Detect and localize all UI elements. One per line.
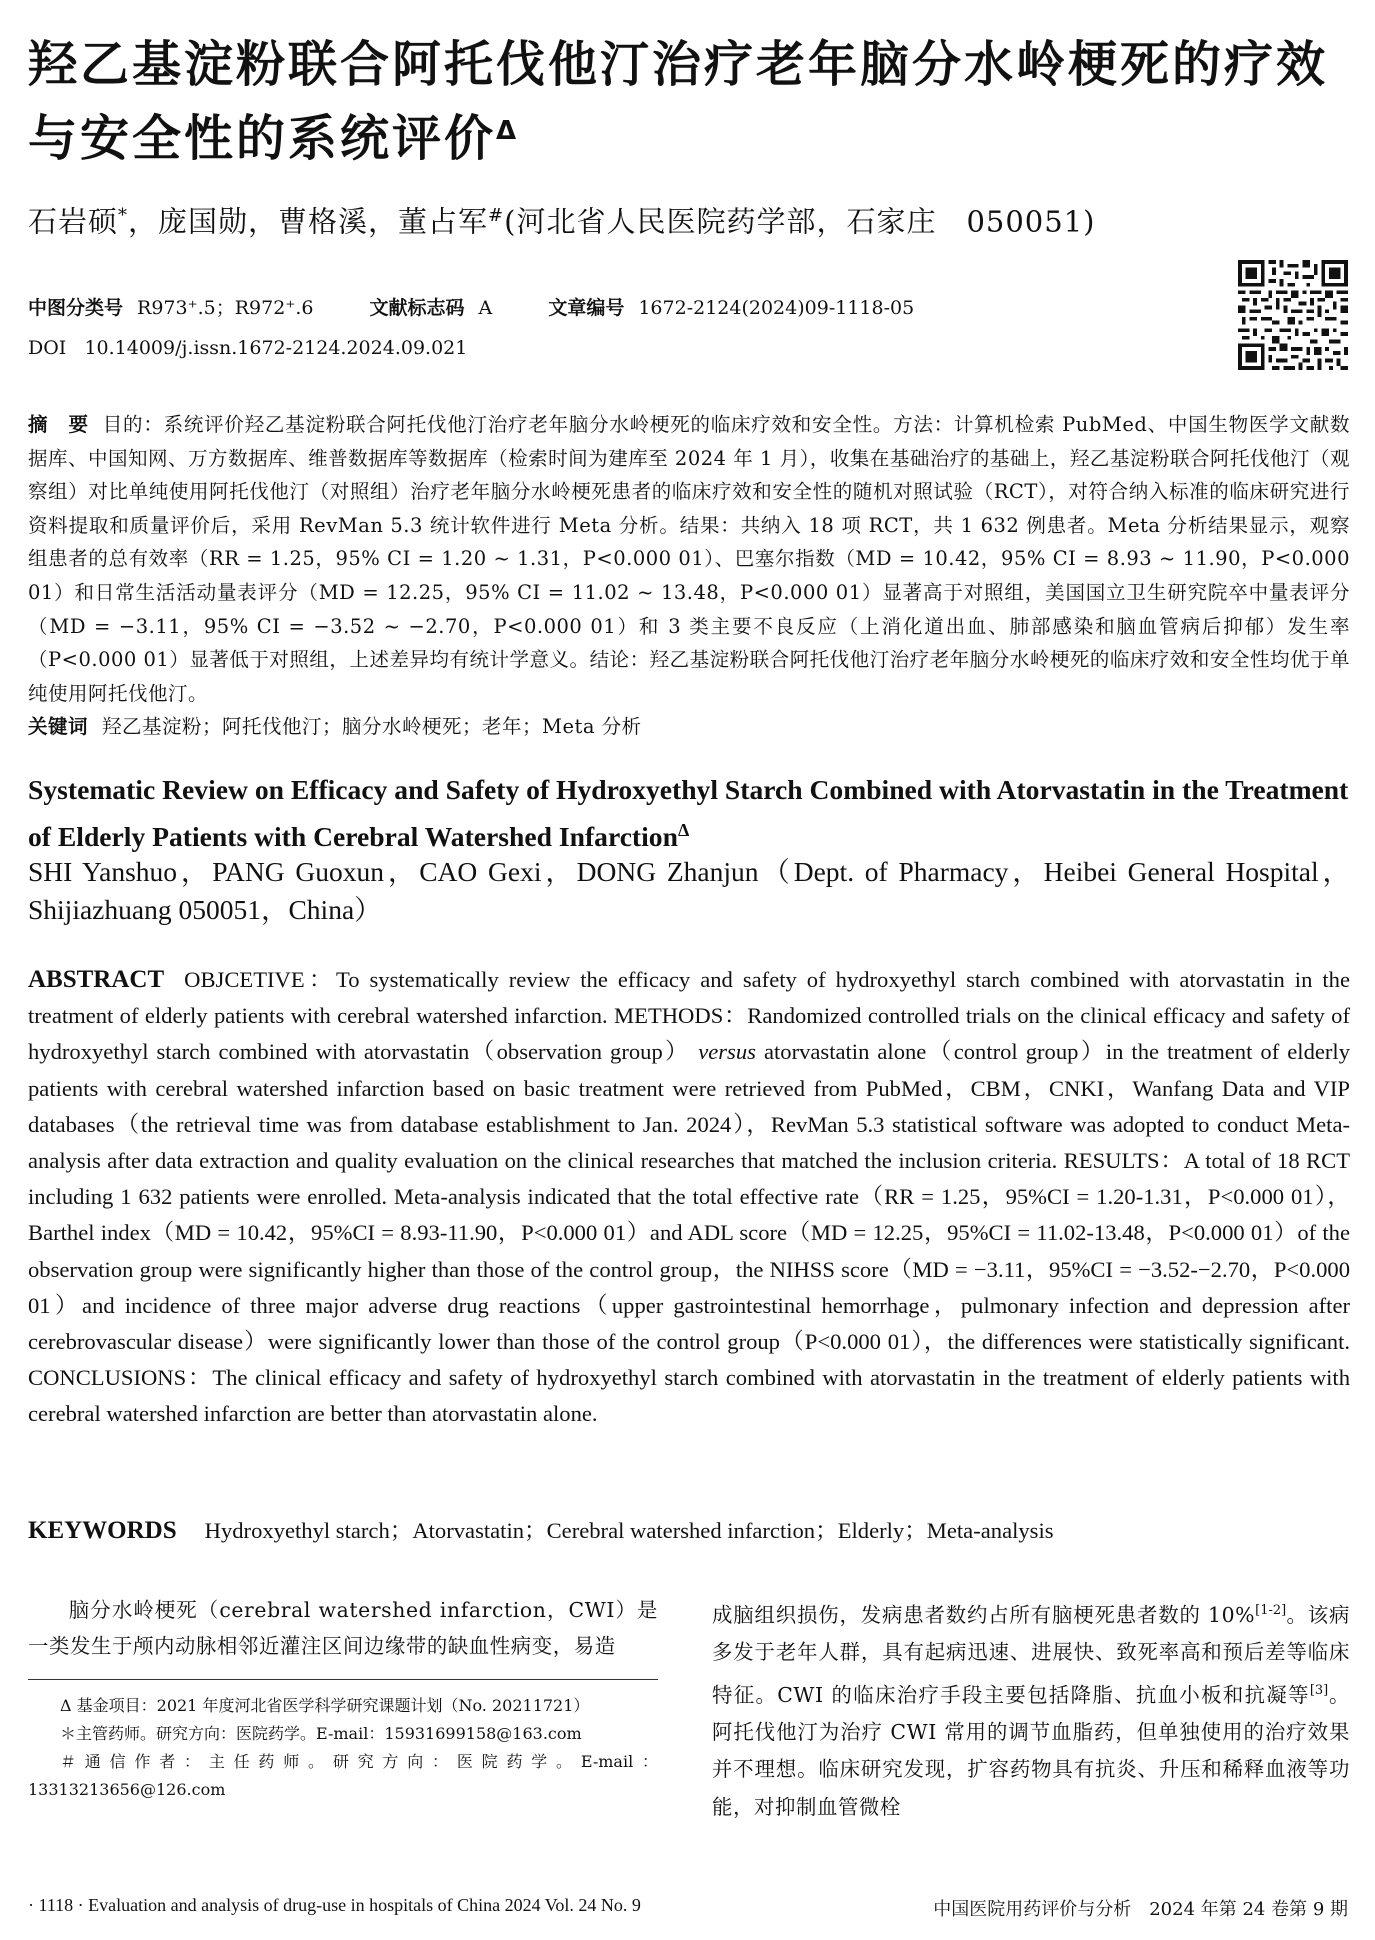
chinese-keywords-label: 关键词 xyxy=(28,715,89,739)
fund-footnote: Δ 基金项目：2021 年度河北省医学科学研究课题计划（No. 20211721） xyxy=(60,1696,590,1715)
clc-value: R973⁺.5；R972⁺.6 xyxy=(137,297,314,319)
body-right-text-2: 。该病多发于老年人群，具有起病迅速、进展快、致死率高和预后差等临床特征。CWI 的临床治疗手段主要包括降脂、抗血小板和抗凝等 xyxy=(712,1602,1350,1707)
chinese-title xyxy=(28,28,1348,176)
english-title xyxy=(28,770,1350,857)
doccode-value: A xyxy=(478,297,493,319)
body-right-column xyxy=(712,1592,1350,1826)
english-keywords-label: KEYWORDS xyxy=(28,1517,177,1544)
english-keywords-text: Hydroxyethyl starch；Atorvastatin；Cerebral watershed infarction；Elderly；Meta-analysis xyxy=(204,1518,1054,1543)
chinese-authors xyxy=(28,196,1095,242)
body-left-column: 脑分水岭梗死（cerebral watershed infarction，CWI）是一类发生于颅内动脉相邻近灌注区间边缘带的缺血性病变，易造 xyxy=(28,1598,658,1658)
clc-field xyxy=(28,288,313,328)
co-authors: ，庞国勋，曹格溪，董占军 xyxy=(128,204,489,239)
footer-right: 中国医院用药评价与分析 2024 年第 24 卷第 9 期 xyxy=(933,1899,1348,1920)
corresponding-author-footnote: ＃通信作者：主任药师。研究方向：医院药学。E-mail：13313213656@126.com xyxy=(28,1752,658,1799)
versus-italic: versus xyxy=(698,1039,756,1065)
english-keywords xyxy=(28,1514,1350,1548)
citation-1-2[interactable]: [1-2] xyxy=(1255,1603,1287,1618)
fund-mark: Δ xyxy=(496,116,520,146)
article-metadata xyxy=(28,288,964,368)
english-abstract-label: ABSTRACT xyxy=(28,966,165,993)
chinese-keywords xyxy=(28,710,1350,744)
english-abstract xyxy=(28,962,1350,1433)
chinese-title-text: 羟乙基淀粉联合阿托伐他汀治疗老年脑分水岭梗死的疗效与安全性的系统评价 xyxy=(28,36,1329,167)
qr-code-icon xyxy=(1238,260,1348,370)
chinese-keywords-text: 羟乙基淀粉；阿托伐他汀；脑分水岭梗死；老年；Meta 分析 xyxy=(102,715,642,739)
doi-value: 10.14009/j.issn.1672-2124.2024.09.021 xyxy=(84,337,468,359)
footer-left: · 1118 · Evaluation and analysis of drug-use in hospitals of China 2024 Vol. 24 No. 9 xyxy=(28,1895,641,1915)
chinese-abstract-body xyxy=(28,408,1350,710)
metadata-row-1 xyxy=(28,288,964,328)
article-number-label: 文章编号 xyxy=(548,297,625,319)
chinese-abstract-text: 目的：系统评价羟乙基淀粉联合阿托伐他汀治疗老年脑分水岭梗死的临床疗效和安全性。方法：计算机检索 PubMed、中国生物医学文献数据库、中国知网、万方数据库、维普数据库等数据库（检索时间为建库至 2024 年 1 月），收集在基础治疗的基础上，羟乙基淀粉联合阿托伐他汀（观察组）对比单纯使用阿托伐他汀（对照组）治疗老年脑分水岭梗死患者的临床疗效和安全性的随机对照试验（RCT），对符合纳入标准的临床研究进行资料提取和质量评价后，采用 RevMan 5.3 统计软件进行 Meta 分析。结果：共纳入 18 项 RCT，共 1 632 例患者。Meta 分析结果显示，观察组患者的总有效率（RR = 1.25，95% CI = 1.20 ~ 1.31，P<0.000 01）、巴塞尔指数（MD = 10.42，95% CI = 8.93 ~ 11.90，P<0.000 01）和日常生活活动量表评分（MD = 12.25，95% CI = 11.02 ~ 13.48，P<0.000 01）显著高于对照组，美国国立卫生研究院卒中量表评分（MD = −3.11，95% CI = −3.52 ~ −2.70，P<0.000 01）和 3 类主要不良反应（上消化道出血、肺部感染和脑血管病后抑郁）发生率（P<0.000 01）显著低于对照组，上述差异均有统计学意义。结论：羟乙基淀粉联合阿托伐他汀治疗老年脑分水岭梗死的临床疗效和安全性均优于单纯使用阿托伐他汀。 xyxy=(28,413,1350,705)
first-author: 石岩硕 xyxy=(28,204,119,239)
article-number-value: 1672-2124(2024)09-1118-05 xyxy=(638,297,915,319)
affiliation: (河北省人民医院药学部，石家庄 050051) xyxy=(504,204,1096,239)
footnotes xyxy=(28,1692,658,1804)
body-right-text-3: 。阿托伐他汀为治疗 CWI 常用的调节血脂药，但单独使用的治疗效果并不理想。临床研究发现，扩容药物具有抗炎、升压和稀释血液等功能，对抑制血管微栓 xyxy=(712,1682,1350,1819)
metadata-row-2 xyxy=(28,328,964,368)
first-author-mark: * xyxy=(118,205,129,226)
article-number-field xyxy=(548,288,914,328)
doi-label: DOI xyxy=(28,337,67,359)
body-right-text-1: 成脑组织损伤，发病患者数约占所有脑梗死患者数的 10% xyxy=(712,1602,1256,1627)
corresponding-mark: # xyxy=(488,205,505,226)
english-fund-mark: Δ xyxy=(677,820,690,840)
clc-label: 中图分类号 xyxy=(28,297,124,319)
chinese-abstract xyxy=(28,408,1350,744)
first-author-footnote: ＊主管药师。研究方向：医院药学。E-mail：15931699158@163.com xyxy=(60,1724,582,1743)
citation-3[interactable]: [3] xyxy=(1309,1682,1329,1698)
english-authors: SHI Yanshuo，PANG Guoxun，CAO Gexi，DONG Zhanjun（Dept. of Pharmacy，Heibei General Hospital，Shijiazhuang 050051，China） xyxy=(28,856,1350,925)
footnote-divider xyxy=(28,1679,658,1680)
english-title-text: Systematic Review on Efficacy and Safety of Hydroxyethyl Starch Combined with Atorvastatin in the Treatment of Elderly Patients with Cerebral Watershed Infarction xyxy=(28,774,1349,853)
english-abstract-part-2: atorvastatin alone（control group）in the treatment of elderly patients with cerebral watershed infarction based on basic treatment were retrieved from PubMed，CBM，CNKI，Wanfang Data and VIP databases（the retrieval time was from database establishment to Jan. 2024），RevMan 5.3 statistical software was adopted to conduct Meta-analysis after data extraction and quality evaluation on the clinical researches that matched the inclusion criteria. RESULTS：A total of 18 RCT including 1 632 patients were enrolled. Meta-analysis indicated that the total effective rate（RR = 1.25，95%CI = 1.20-1.31，P<0.000 01），Barthel index（MD = 10.42，95%CI = 8.93-11.90，P<0.000 01）and ADL score（MD = 12.25，95%CI = 11.02-13.48，P<0.000 01）of the observation group were significantly higher than those of the control group，the NIHSS score（MD = −3.11，95%CI = −3.52-−2.70，P<0.000 01）and incidence of three major adverse drug reactions（upper gastrointestinal hemorrhage，pulmonary infection and depression after cerebrovascular disease）were significantly lower than those of the control group（P<0.000 01），the differences were statistically significant. CONCLUSIONS：The clinical efficacy and safety of hydroxyethyl starch combined with atorvastatin in the treatment of elderly patients with cerebral watershed infarction are better than atorvastatin alone. xyxy=(28,1039,1350,1427)
english-abstract-part-1: OBJCETIVE：To systematically review the efficacy and safety of hydroxyethyl starch combined with atorvastatin in the treatment of elderly patients with cerebral watershed infarction. METHODS：Randomized controlled trials on the clinical efficacy and safety of hydroxyethyl starch combined with atorvastatin（observation group） xyxy=(28,967,1350,1065)
doccode-label: 文献标志码 xyxy=(369,297,465,319)
doccode-field xyxy=(370,288,493,328)
chinese-abstract-label: 摘 要 xyxy=(28,413,89,436)
